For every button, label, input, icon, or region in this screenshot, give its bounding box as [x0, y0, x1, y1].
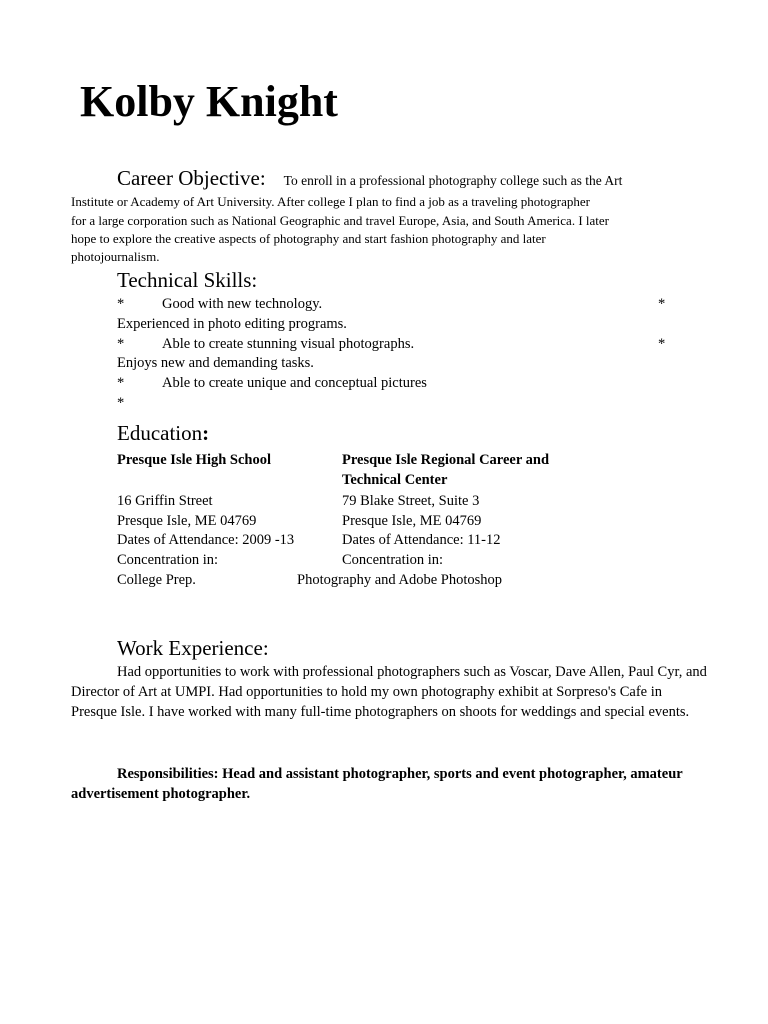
responsibilities-text: Responsibilities: Head and assistant photographer, sports and event photographer, amateur advertisement photographer. [71, 766, 683, 802]
objective-line-2: Institute or Academy of Art University. After college I plan to find a job as a traveling photographer [71, 194, 591, 209]
school-1-concentration-label: Concentration in: [117, 552, 219, 568]
skill-item: Able to create stunning visual photographs. [162, 336, 415, 352]
resume-name: Kolby Knight [80, 77, 338, 126]
skill-bullet: * [117, 395, 125, 411]
school-2-concentration-label: Concentration in: [342, 552, 444, 568]
school-1-concentration: College Prep. [117, 572, 196, 588]
school-1-city: Presque Isle, ME 04769 [117, 513, 257, 529]
school-2-city: Presque Isle, ME 04769 [342, 513, 482, 529]
responsibilities [71, 764, 711, 804]
objective-line-4: hope to explore the creative aspects of photography and start fashion photography and later [71, 231, 546, 246]
skill-bullet: * [658, 336, 666, 352]
skill-item: Good with new technology. [162, 296, 323, 312]
school-2-name-line-1: Presque Isle Regional Career and [342, 452, 550, 468]
skill-bullet: * [117, 375, 125, 391]
skill-bullet: * [117, 336, 125, 352]
work-paragraph [71, 662, 711, 722]
work-heading: Work Experience: [117, 636, 269, 660]
school-1-name: Presque Isle High School [117, 452, 272, 468]
education-heading-colon: : [202, 421, 210, 445]
objective-first-line [117, 166, 622, 190]
skill-bullet: * [658, 296, 666, 312]
skills-heading: Technical Skills: [117, 268, 258, 292]
skill-item: Enjoys new and demanding tasks. [117, 355, 314, 371]
school-2-concentration: Photography and Adobe Photoshop [297, 572, 503, 588]
objective-heading: Career Objective: [117, 166, 266, 190]
work-paragraph-text: Had opportunities to work with professional photographers such as Voscar, Dave Allen, Paul Cyr, and Director of Art at UMPI. Had opportunities to hold my own photography exhibit at Sorpreso's Cafe in Presque Isle. I have worked with many full-time photographers on shoots for weddings and special events. [71, 664, 707, 720]
education-heading-text: Education [117, 421, 203, 445]
education-heading [117, 421, 209, 445]
objective-line-1: To enroll in a professional photography college such as the Art [283, 173, 623, 188]
school-2-name-line-2: Technical Center [342, 472, 448, 488]
school-1-address: 16 Griffin Street [117, 493, 213, 509]
objective-line-3: for a large corporation such as National Geographic and travel Europe, Asia, and South America. I later [71, 213, 609, 228]
skill-item: Experienced in photo editing programs. [117, 316, 347, 332]
objective-line-5: photojournalism. [71, 249, 160, 264]
school-2-address: 79 Blake Street, Suite 3 [342, 493, 480, 509]
skill-bullet: * [117, 296, 125, 312]
skill-item: Able to create unique and conceptual pictures [162, 375, 427, 391]
school-2-dates: Dates of Attendance: 11-12 [342, 532, 501, 548]
school-1-dates: Dates of Attendance: 2009 -13 [117, 532, 295, 548]
